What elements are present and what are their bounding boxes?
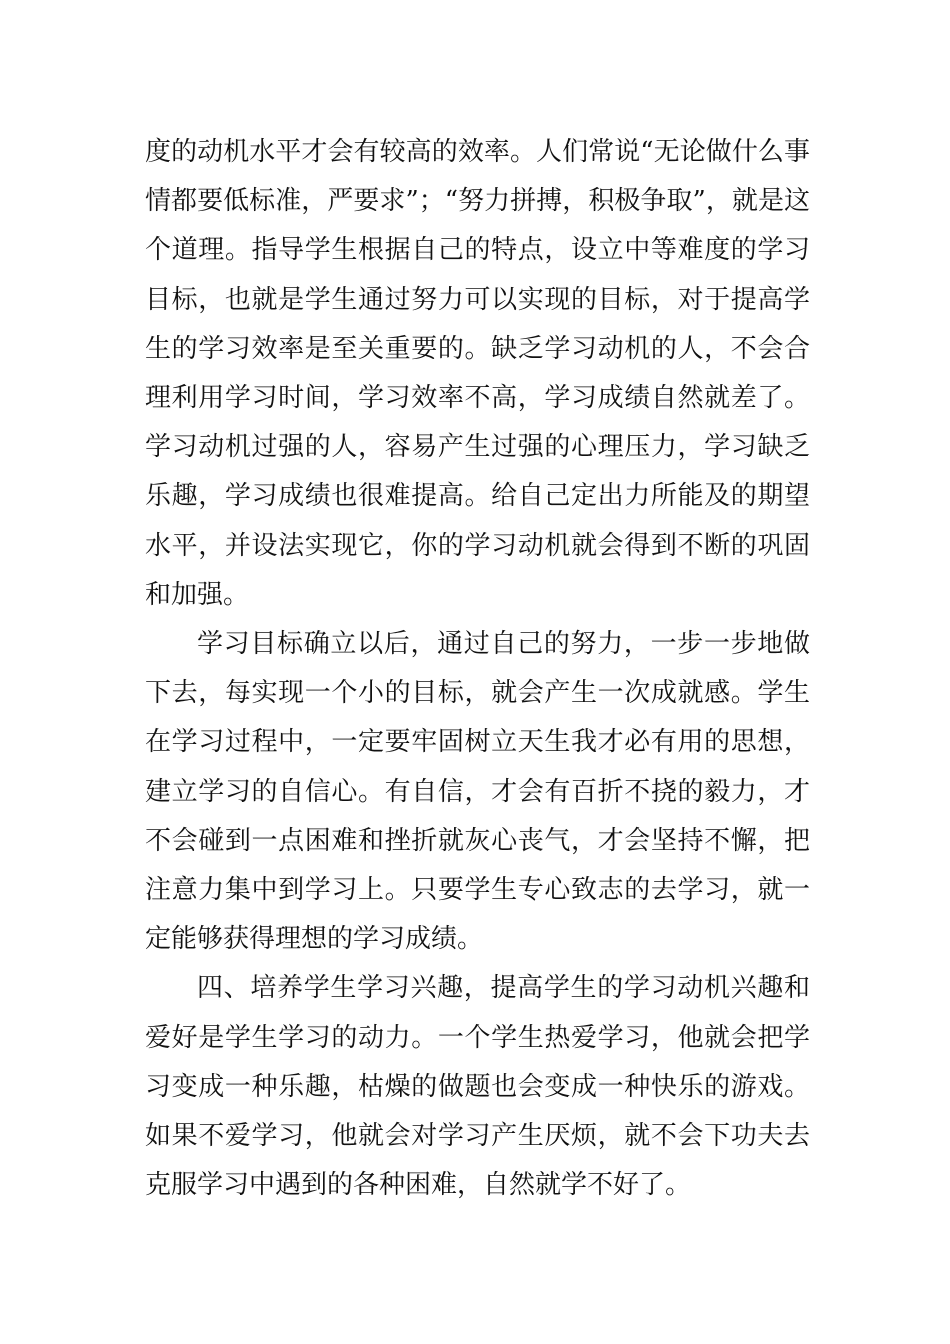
- paragraph-goal-achievement: 学习目标确立以后，通过自己的努力，一步一步地做下去，每实现一个小的目标，就会产生一次成就感。学生在学习过程中，一定要牢固树立天生我才必有用的思想，建立学习的自信心。有自信，才会有百折不挠的毅力，才不会碰到一点困难和挫折就灰心丧气，才会坚持不懈，把注意力集中到学习上。只要学生专心致志的去学习，就一定能够获得理想的学习成绩。: [145, 629, 810, 955]
- paragraph-motivation-level: 度的动机水平才会有较高的效率。人们常说“无论做什么事情都要低标准，严要求”；“努力拼搏，积极争取”，就是这个道理。指导学生根据自己的特点，设立中等难度的学习目标，也就是学生通过努力可以实现的目标，对于提高学生的学习效率是至关重要的。缺乏学习动机的人，不会合理利用学习时间，学习效率不高，学习成绩自然就差了。学习动机过强的人，容易产生过强的心理压力，学习缺乏乐趣，学习成绩也很难提高。给自己定出力所能及的期望水平，并设法实现它，你的学习动机就会得到不断的巩固和加强。: [145, 137, 810, 610]
- document-body: [145, 128, 810, 1210]
- paragraph-cultivate-interest: 四、培养学生学习兴趣，提高学生的学习动机兴趣和爱好是学生学习的动力。一个学生热爱学习，他就会把学习变成一种乐趣，枯燥的做题也会变成一种快乐的游戏。如果不爱学习，他就会对学习产生厌烦，就不会下功夫去克服学习中遇到的各种困难，自然就学不好了。: [145, 973, 810, 1201]
